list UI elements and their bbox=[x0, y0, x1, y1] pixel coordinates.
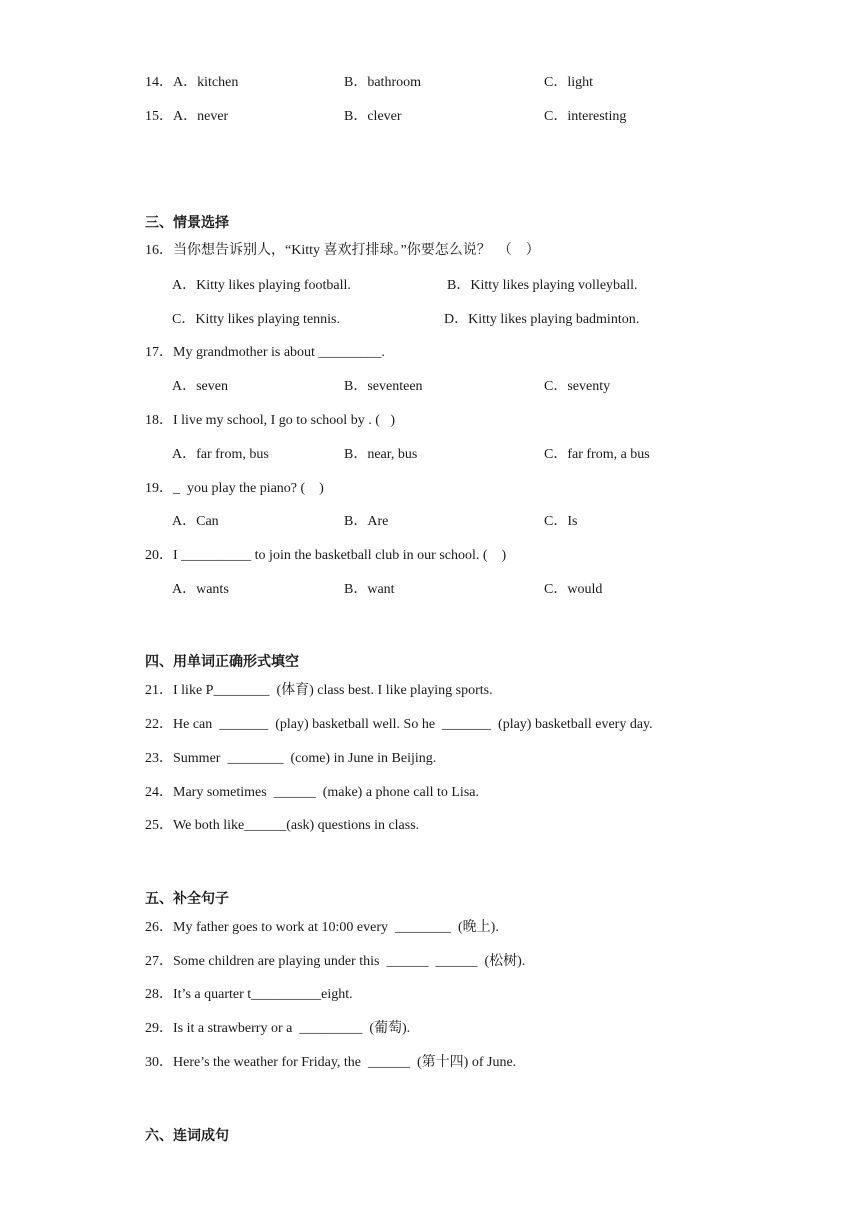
option-16-b: B．Kitty likes playing volleyball. bbox=[447, 278, 638, 293]
question-15: 15．A．never bbox=[145, 109, 229, 124]
question-26: 26．My father goes to work at 10:00 every ________ (晚上). bbox=[145, 920, 499, 935]
option-14-c: C．light bbox=[544, 75, 594, 90]
question-16: 16．当你想告诉别人，“Kitty 喜欢打排球。”你要怎么说？ （ ） bbox=[145, 243, 540, 258]
question-20: 20．I __________ to join the basketball club in our school. ( ) bbox=[145, 548, 507, 563]
question-29: 29．Is it a strawberry or a _________ (葡萄). bbox=[145, 1021, 411, 1036]
question-23: 23．Summer ________ (come) in June in Beijing. bbox=[145, 751, 437, 766]
option-17-c: C．seventy bbox=[544, 379, 611, 394]
option-14-b: B．bathroom bbox=[344, 75, 421, 90]
option-18-a: A．far from, bus bbox=[172, 447, 269, 462]
option-16-c: C．Kitty likes playing tennis. bbox=[172, 312, 340, 327]
option-18-c: C．far from, a bus bbox=[544, 447, 650, 462]
question-19: 19．_ you play the piano? ( ) bbox=[145, 481, 324, 496]
section-6-title: 六、连词成句 bbox=[145, 1128, 229, 1144]
option-16-a: A．Kitty likes playing football. bbox=[172, 278, 351, 293]
option-19-c: C．Is bbox=[544, 514, 578, 529]
option-20-b: B．want bbox=[344, 582, 395, 597]
question-22: 22．He can _______ (play) basketball well. So he _______ (play) basketball every day. bbox=[145, 717, 653, 732]
section-5-title: 五、补全句子 bbox=[145, 891, 229, 907]
option-18-b: B．near, bus bbox=[344, 447, 418, 462]
option-20-c: C．would bbox=[544, 582, 603, 597]
section-3-title: 三、情景选择 bbox=[145, 215, 229, 231]
option-17-b: B．seventeen bbox=[344, 379, 423, 394]
question-24: 24．Mary sometimes ______ (make) a phone call to Lisa. bbox=[145, 785, 479, 800]
question-28: 28．It’s a quarter t__________eight. bbox=[145, 987, 353, 1002]
option-16-d: D．Kitty likes playing badminton. bbox=[444, 312, 640, 327]
question-17: 17．My grandmother is about _________. bbox=[145, 345, 385, 360]
question-27: 27．Some children are playing under this ______ ______ (松树). bbox=[145, 954, 526, 969]
question-30: 30．Here’s the weather for Friday, the ______ (第十四) of June. bbox=[145, 1055, 517, 1070]
option-20-a: A．wants bbox=[172, 582, 229, 597]
option-19-b: B．Are bbox=[344, 514, 389, 529]
question-21: 21．I like P________ (体育) class best. I like playing sports. bbox=[145, 683, 493, 698]
question-14: 14．A．kitchen bbox=[145, 75, 239, 90]
option-19-a: A．Can bbox=[172, 514, 219, 529]
section-4-title: 四、用单词正确形式填空 bbox=[145, 654, 299, 670]
question-18: 18．I live my school, I go to school by . ( ) bbox=[145, 413, 396, 428]
option-17-a: A．seven bbox=[172, 379, 228, 394]
option-15-b: B．clever bbox=[344, 109, 402, 124]
question-25: 25．We both like______(ask) questions in class. bbox=[145, 818, 420, 833]
option-15-c: C．interesting bbox=[544, 109, 627, 124]
